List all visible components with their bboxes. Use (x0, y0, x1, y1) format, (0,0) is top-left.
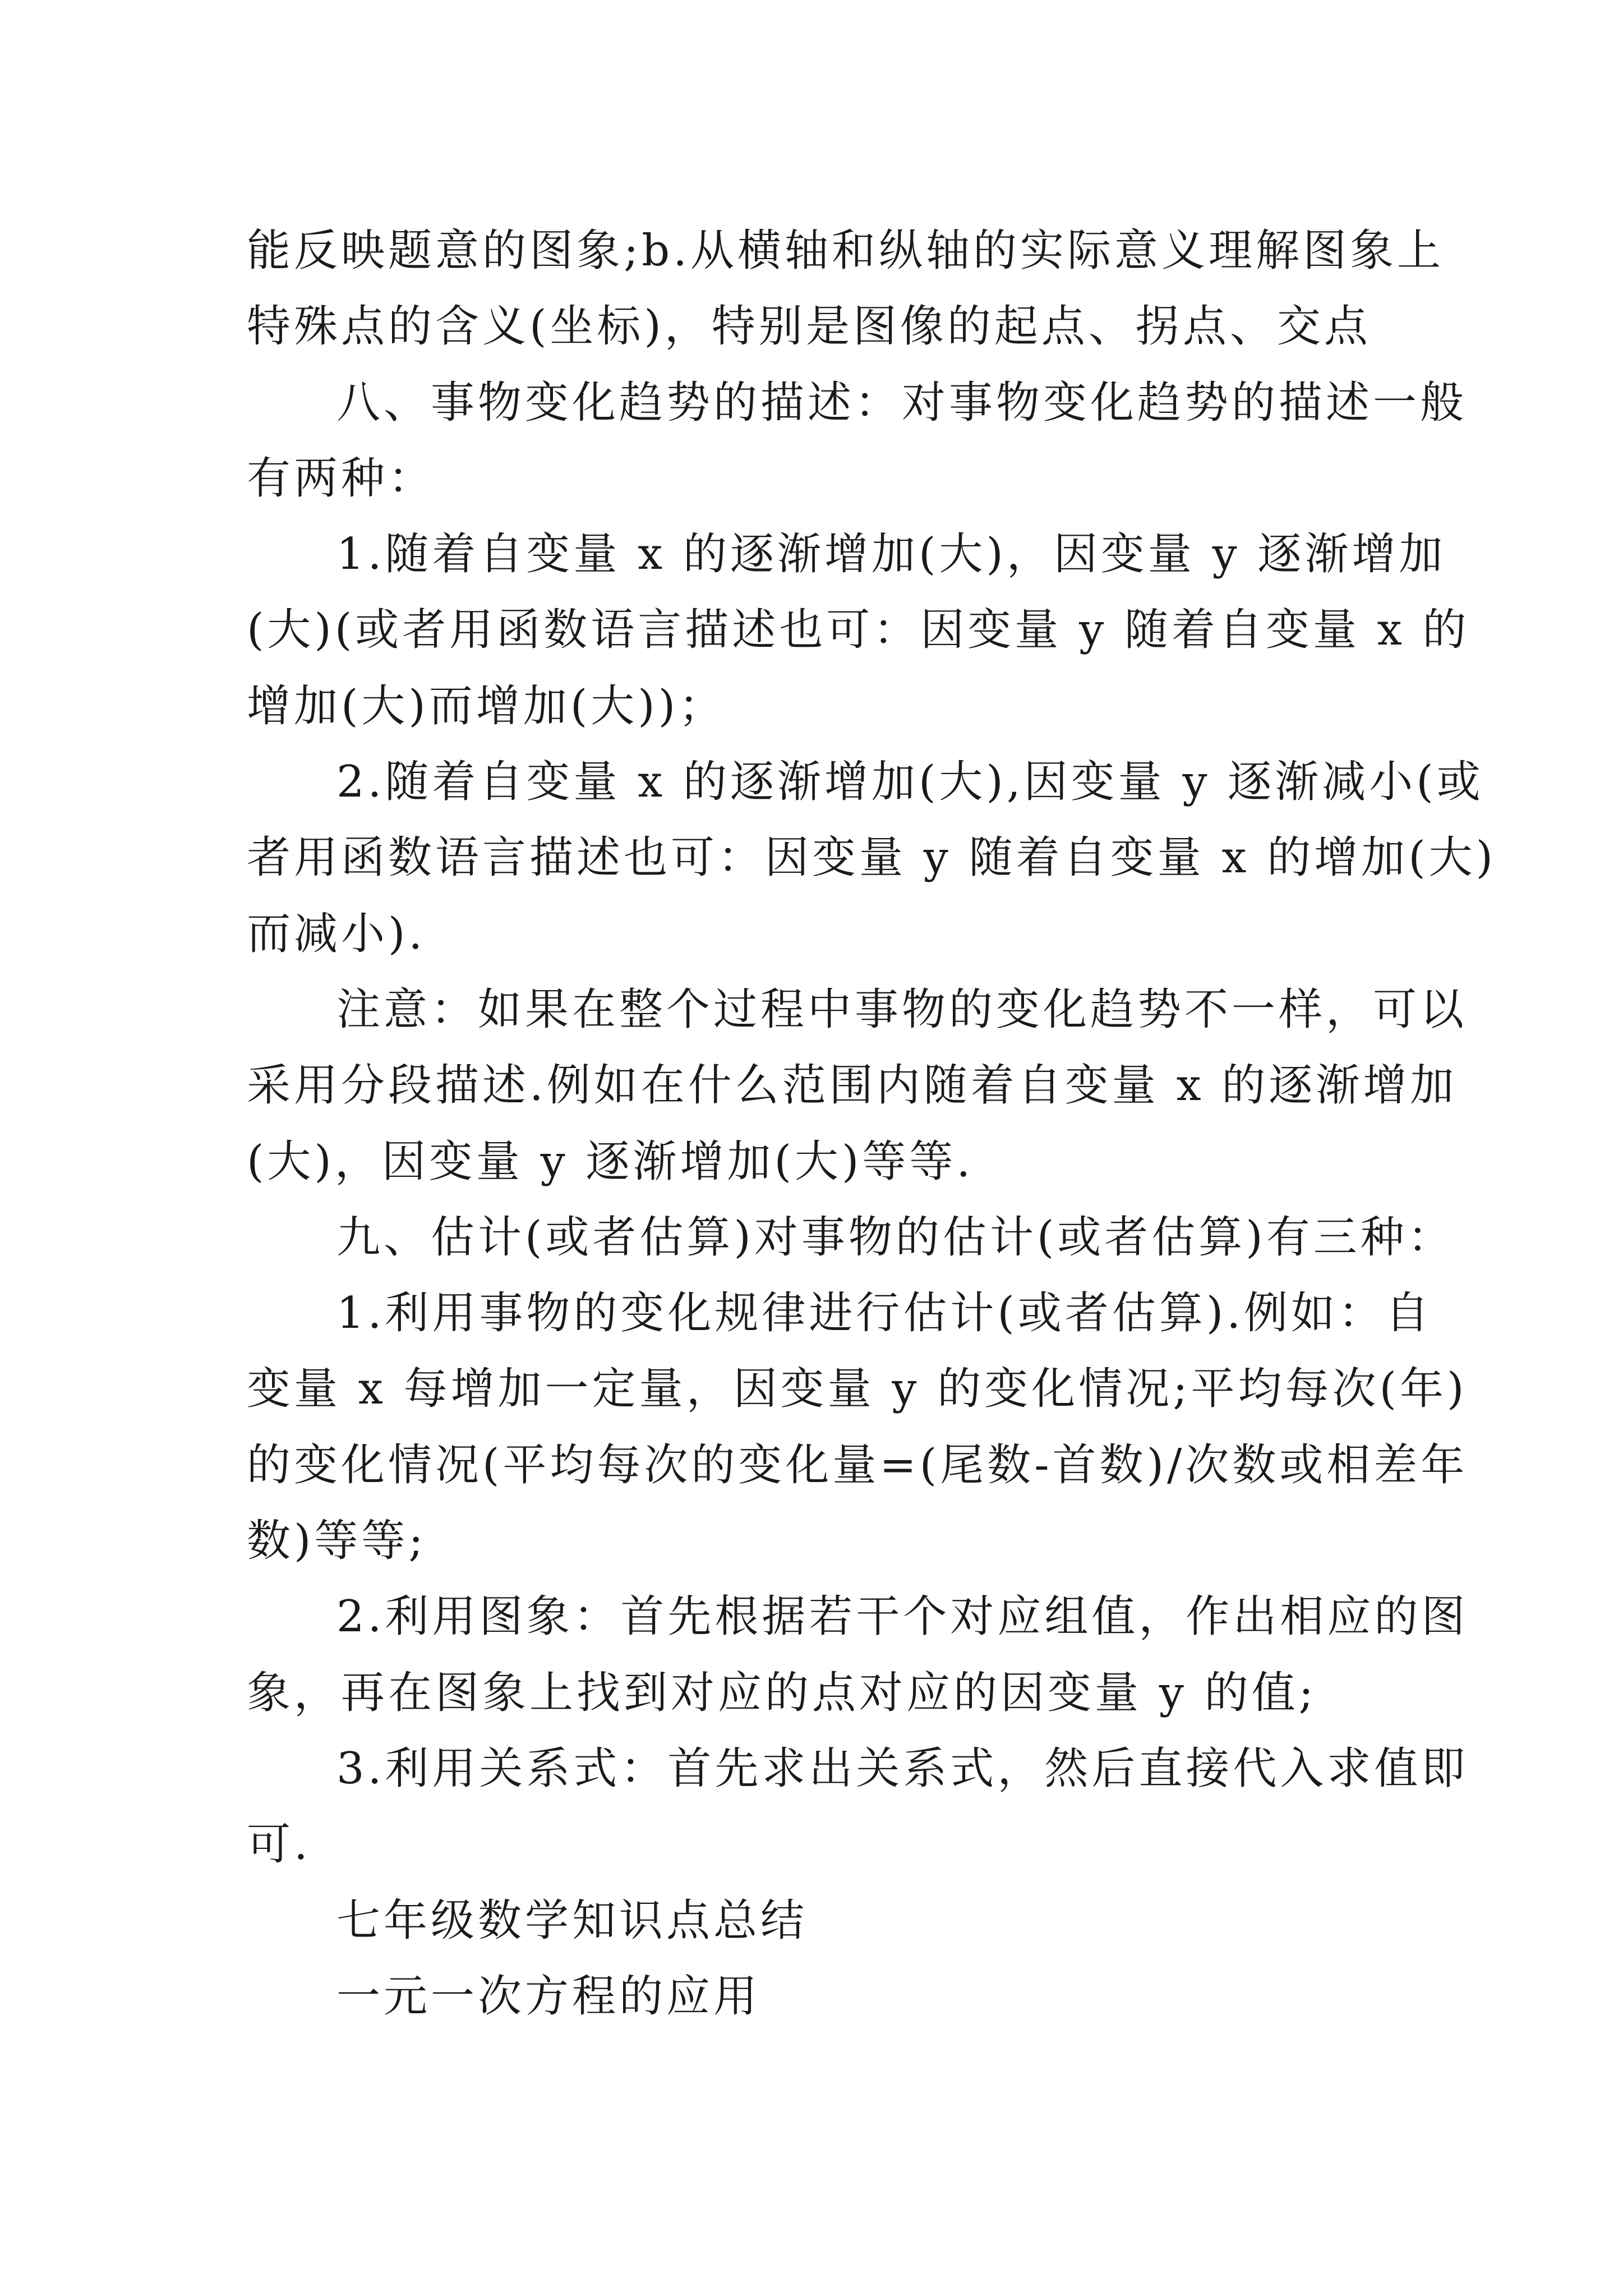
text-line: 数)等等; (247, 1516, 427, 1567)
paragraph-p11 (247, 1959, 1385, 2035)
text-line: 可. (247, 1819, 311, 1870)
text-line: 而减小). (247, 908, 426, 959)
text-line: 特殊点的含义(坐标)，特别是图像的起点、拐点、交点 (247, 301, 1371, 352)
text-line: 一元一次方程的应用 (336, 1971, 761, 2022)
text-line: 变量 x 每增加一定量，因变量 y 的变化情况;平均每次(年) (247, 1364, 1468, 1415)
text-line: 注意：如果在整个过程中事物的变化趋势不一样，可以 (336, 984, 1468, 1035)
text-line: 采用分段描述.例如在什么范围内随着自变量 x 的逐渐增加 (247, 1060, 1458, 1111)
text-line: (大)，因变量 y 逐渐增加(大)等等. (247, 1136, 974, 1187)
paragraph-p5 (247, 972, 1468, 1200)
paragraph-p1 (247, 213, 1445, 365)
text-line: (大)(或者用函数语言描述也可：因变量 y 随着自变量 x 的 (247, 605, 1470, 656)
paragraph-p8 (247, 1579, 1469, 1731)
document-body (247, 213, 1497, 2035)
text-line: 有两种： (247, 453, 436, 504)
paragraph-p10 (247, 1883, 1385, 1959)
text-line: 八、事物变化趋势的描述：对事物变化趋势的描述一般 (336, 377, 1468, 428)
paragraph-p2 (247, 365, 1468, 517)
text-line: 2.随着自变量 x 的逐渐增加(大),因变量 y 逐渐减小(或 (336, 757, 1484, 808)
text-line: 者用函数语言描述也可：因变量 y 随着自变量 x 的增加(大) (247, 832, 1497, 884)
text-line: 1.随着自变量 x 的逐渐增加(大)，因变量 y 逐渐增加 (336, 529, 1446, 580)
text-line: 能反映题意的图象;b.从横轴和纵轴的实际意义理解图象上 (247, 226, 1445, 276)
text-line: 2.利用图象：首先根据若干个对应组值，作出相应的图 (336, 1591, 1469, 1642)
paragraph-p4 (247, 744, 1497, 972)
paragraph-p7 (247, 1276, 1468, 1579)
paragraph-p3 (247, 517, 1470, 744)
paragraph-p9 (247, 1731, 1469, 1883)
text-line: 象，再在图象上找到对应的点对应的因变量 y 的值; (247, 1667, 1317, 1718)
text-line: 九、估计(或者估算)对事物的估计(或者估算)有三种： (336, 1212, 1455, 1263)
paragraph-p6 (247, 1200, 1455, 1276)
text-line: 3.利用关系式：首先求出关系式，然后直接代入求值即 (336, 1743, 1469, 1794)
text-line: 1.利用事物的变化规律进行估计(或者估算).例如：自 (336, 1288, 1433, 1339)
text-line: 七年级数学知识点总结 (336, 1895, 808, 1946)
text-line: 的变化情况(平均每次的变化量=(尾数-首数)/次数或相差年 (247, 1439, 1468, 1490)
text-line: 增加(大)而增加(大))； (247, 680, 726, 731)
